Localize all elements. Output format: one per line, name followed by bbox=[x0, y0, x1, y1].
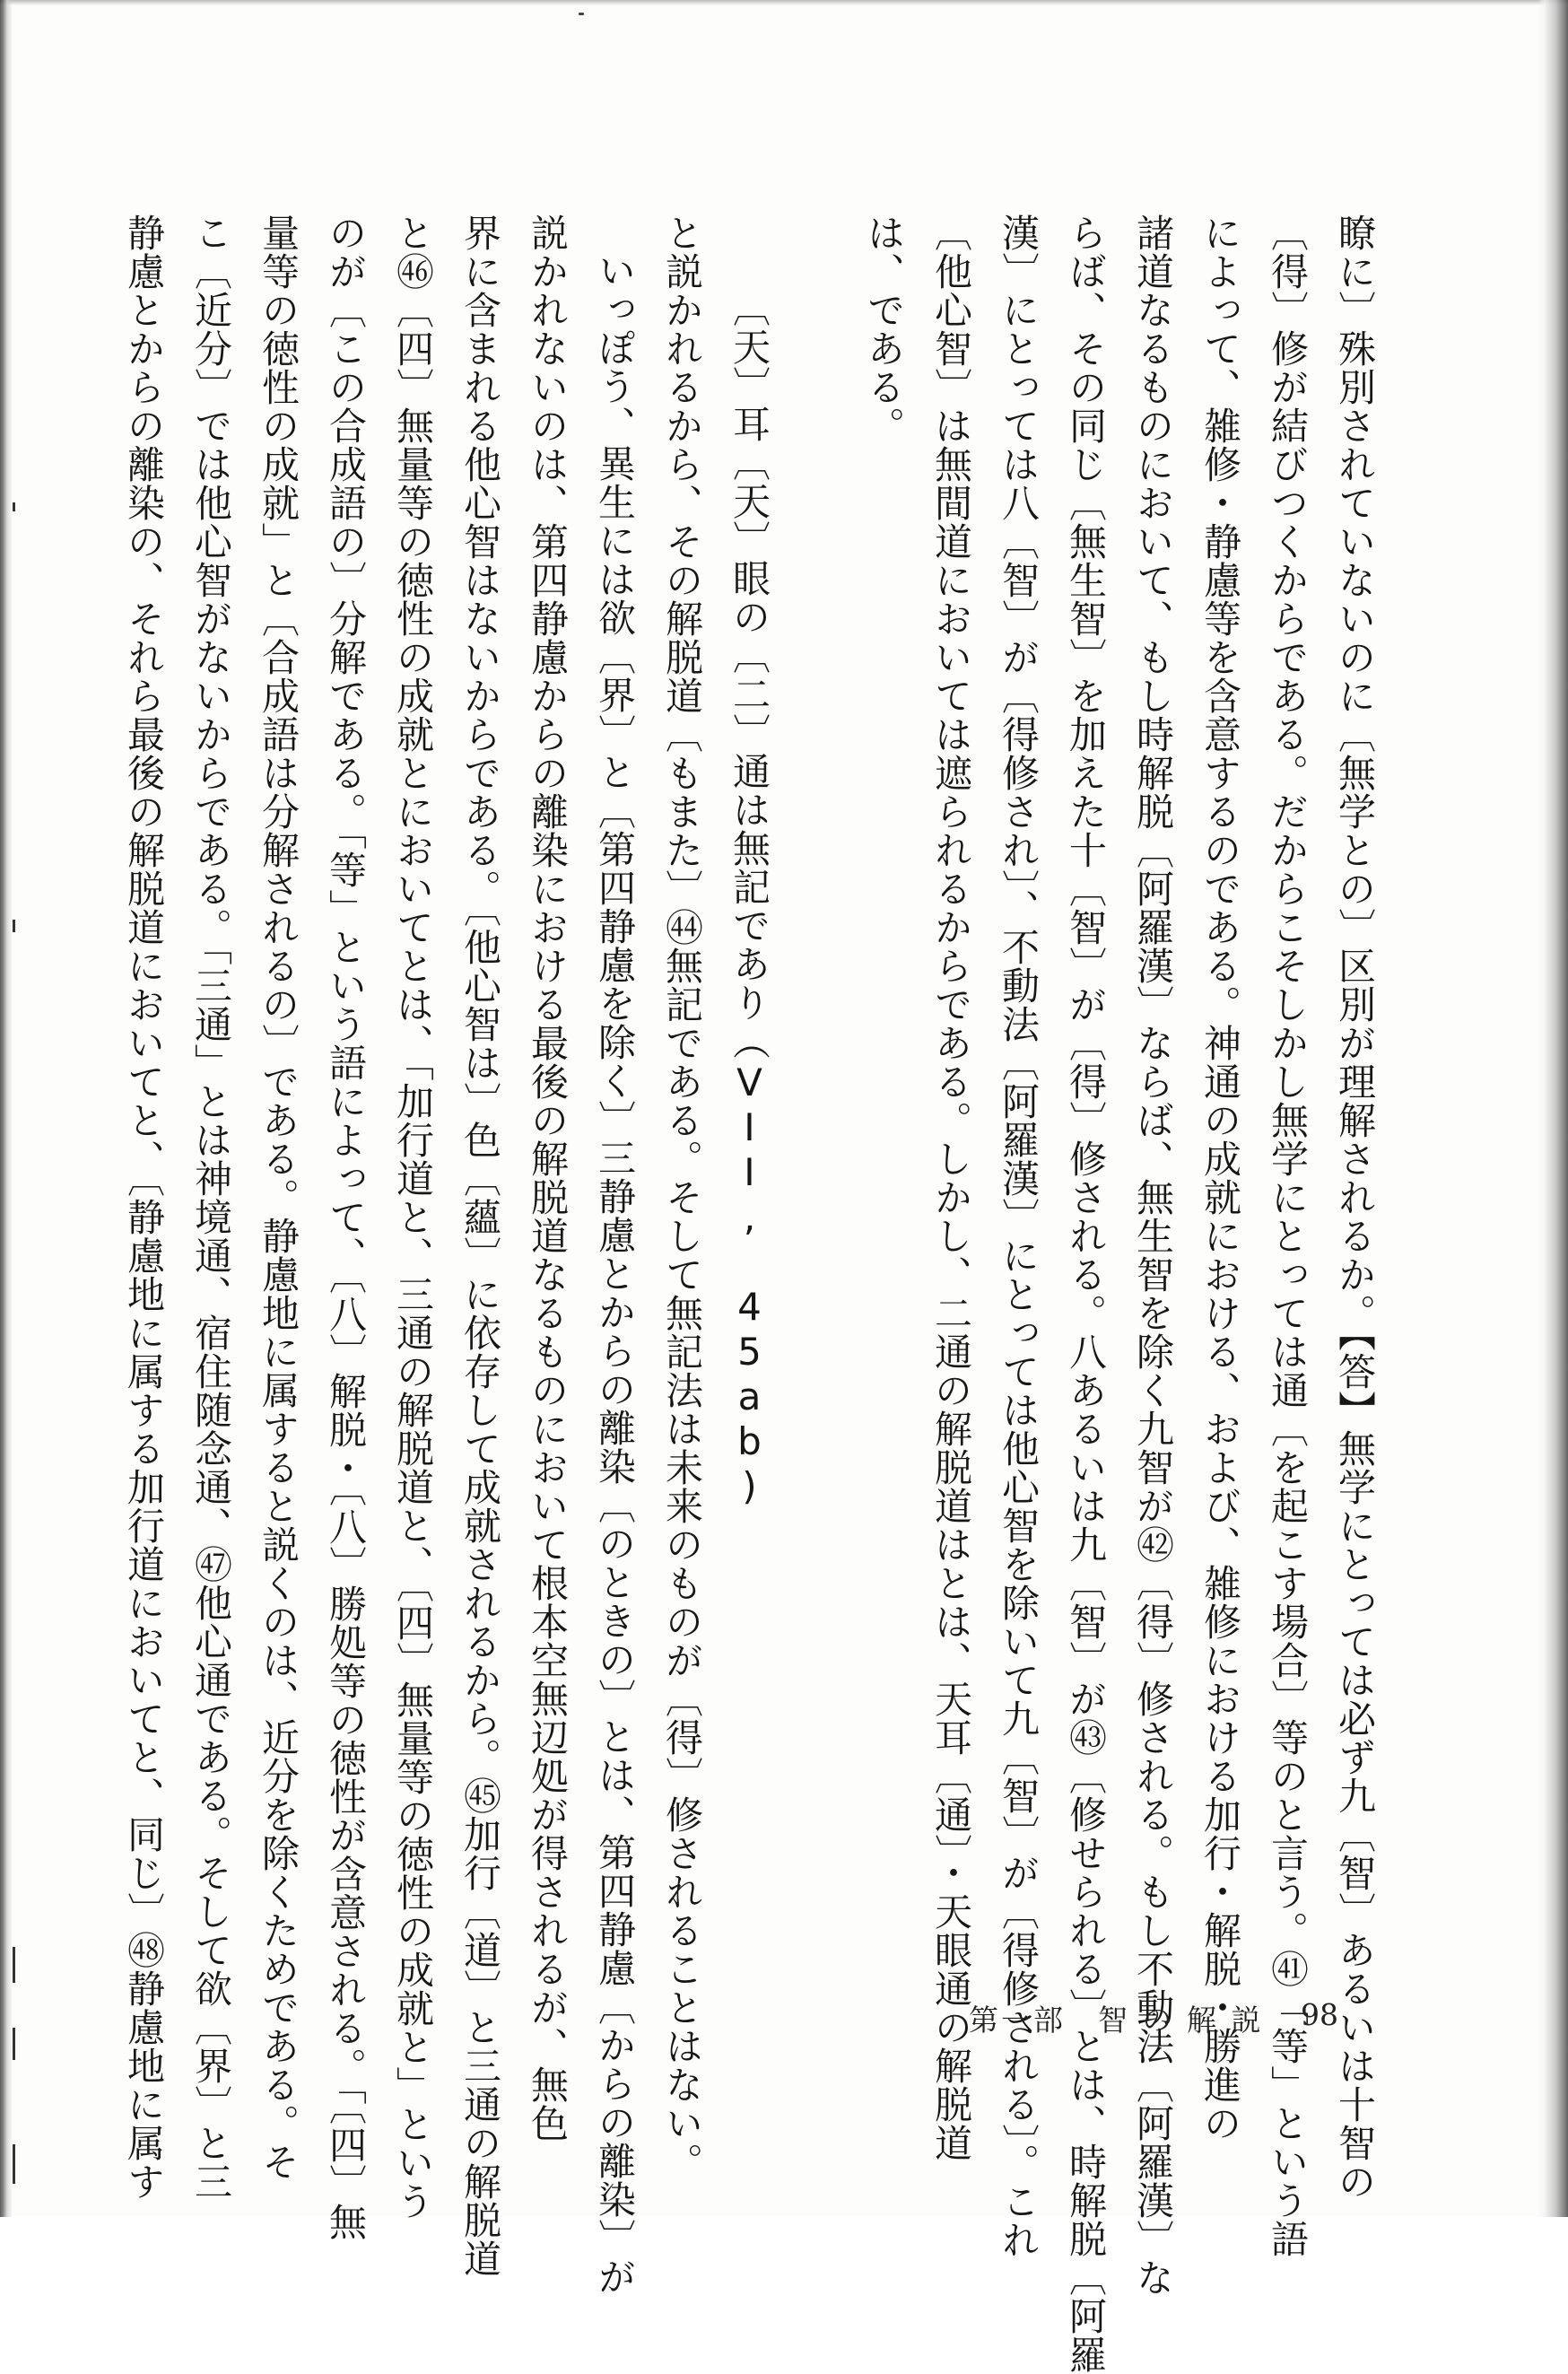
text-line: 〔得〕修が結びつくからである。だからこそしかし無学にとっては通〔を起こす場合〕等のと言う。㊶「等」という語 bbox=[1266, 214, 1310, 2258]
chapter-title: 第一部 智 の 解 説 bbox=[969, 2003, 1264, 2038]
text-line: 説かれないのは、第四静慮からの離染における最後の解脱道なるものにおいて根本空無辺処が得されるが、無色 bbox=[526, 214, 570, 2143]
scan-dust-mark bbox=[13, 2028, 15, 2060]
text-line: 漢〕にとっては八〔智〕が〔得修され〕、不動法〔阿羅漢〕にとっては他心智を除いて九〔智〕が〔得修される〕。これ bbox=[997, 214, 1041, 2259]
paragraph-start-line: いっぽう、異生には欲〔界〕と〔第四静慮を除く〕三静慮とからの離染〔のときの〕とは、第四静慮〔からの離染〕が bbox=[593, 251, 637, 2296]
scan-edge-top bbox=[0, 0, 1568, 5]
text-line: 瞭に〕殊別されていないのに〔無学との〕区別が理解されるか。【答】無学にとっては必ず九〔智〕あるいは十智の bbox=[1333, 214, 1377, 2201]
text-line: によって、雑修・静慮等を含意するのである。神通の成就における、および、雑修における加行・解脱・勝進の bbox=[1198, 214, 1242, 2143]
text-line: 静慮とからの離染の、それら最後の解脱道においてと、〔静慮地に属する加行道においてと、同じ〕㊽静慮地に属す bbox=[122, 214, 166, 2201]
scan-dust-mark bbox=[13, 502, 15, 511]
page-number: 98 bbox=[1301, 1997, 1338, 2032]
text-line: 量等の徳性の成就」と〔合成語は分解されるの〕である。静慮地に属すると説くのは、近分を除くためである。そ bbox=[257, 214, 301, 2181]
paragraph-gap bbox=[783, 214, 850, 1918]
text-line: は、である。 bbox=[862, 214, 906, 445]
text-line: と㊻〔四〕無量等の徳性の成就とにおいてとは、「加行道と、三通の解脱道と、〔四〕無量等の徳性の成就と」という bbox=[391, 214, 435, 2221]
scan-edge-right bbox=[1538, 0, 1568, 2217]
scan-dust-mark bbox=[13, 1947, 15, 1983]
text-line: らば、その同じ〔無生智〕を加えた十〔智〕が〔得〕修される。八あるいは九〔智〕が㊸〔修せられる〕とは、時解脱〔阿羅 bbox=[1064, 214, 1108, 2374]
scan-dust-mark bbox=[579, 13, 584, 15]
text-line: こ〔近分〕では他心智がないからである。「三通」とは神境通、宿住随念通、㊼他心通である。そして欲〔界〕と三 bbox=[189, 214, 233, 2201]
text-line: 〔他心智〕は無間道においては遮られるからである。しかし、二通の解脱道はとは、天耳〔通〕・天眼通の解脱道 bbox=[929, 214, 973, 2162]
text-line: 界に含まれる他心智はないからである。〔他心智は〕色〔蘊〕に依存して成就されるから。㊺加行〔道〕と三通の解脱道 bbox=[458, 214, 502, 2278]
text-line: 諸道なるものにおいて、もし時解脱〔阿羅漢〕ならば、無生智を除く九智が㊷〔得〕修される。もし不動法〔阿羅漢〕な bbox=[1131, 214, 1175, 2297]
text-line: と説かれるから、その解脱道〔もまた〕㊹無記である。そして無記法は未来のものが〔得〕修されることはない。 bbox=[660, 214, 704, 2181]
scan-dust-mark bbox=[13, 920, 15, 932]
running-footer bbox=[969, 1997, 1363, 2042]
scan-dust-mark bbox=[13, 2144, 15, 2184]
quoted-verse: 〔天〕耳〔天〕眼の〔二〕通は無記であり（VII, 45ab) bbox=[727, 289, 771, 1509]
scan-edge-left bbox=[0, 0, 13, 2217]
text-line: のが〔この合成語の〕分解である。「等」という語によって、〔八〕解脱・〔八〕勝処等の徳性が含意される。「〔四〕無 bbox=[324, 214, 368, 2241]
